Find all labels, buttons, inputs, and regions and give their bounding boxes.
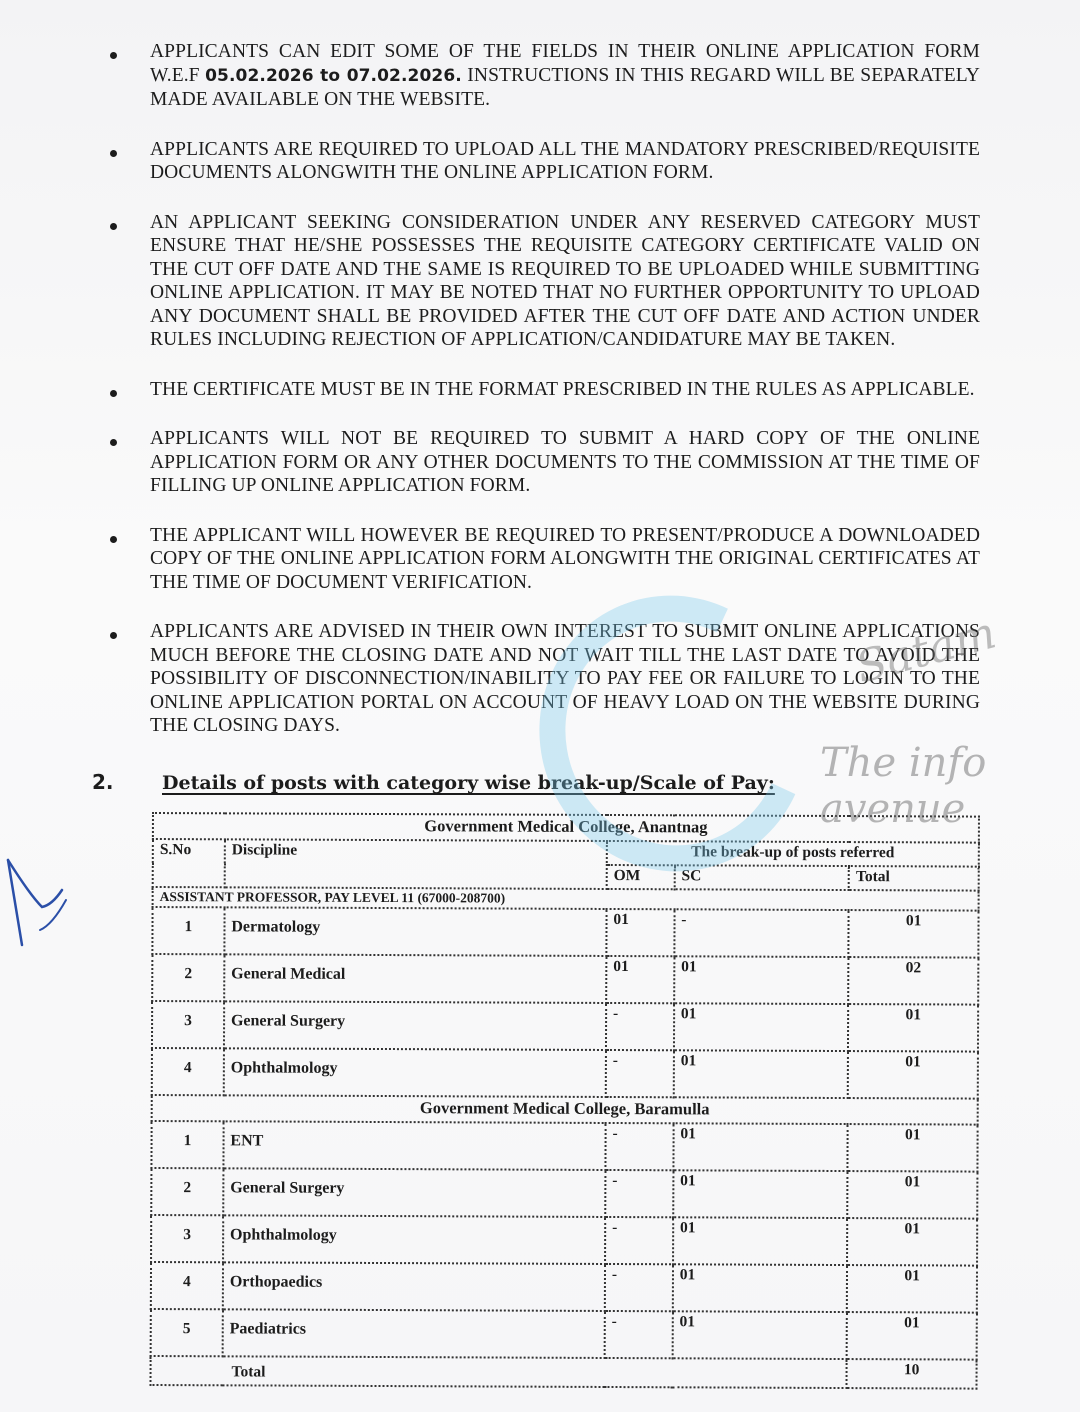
watermark-tagline: The info avenue [820, 740, 987, 832]
table-row: 2 General Surgery - 01 01 [151, 1168, 977, 1219]
bullet-icon [110, 439, 117, 446]
instruction-text: APPLICANTS ARE REQUIRED TO UPLOAD ALL THE MANDATORY PRESCRIBED/REQUISITE DOCUMENTS ALONGWITH THE ONLINE APPLICATION FORM. [150, 138, 980, 183]
college-name: Government Medical College, Anantnag [153, 813, 979, 843]
table-row: 5 Paediatrics - 01 01 [151, 1309, 977, 1360]
table-row: 3 General Surgery - 01 01 [152, 1001, 978, 1052]
table-row: 4 Orthopaedics - 01 01 [151, 1262, 977, 1313]
instruction-text: THE CERTIFICATE MUST BE IN THE FORMAT PRESCRIBED IN THE RULES AS APPLICABLE. [150, 378, 975, 400]
instruction-item [110, 524, 980, 595]
pen-mark-icon [0, 845, 80, 955]
table-row: 1 Dermatology 01 - 01 [152, 907, 978, 958]
instruction-item [110, 211, 980, 352]
table-row: 2 General Medical 01 01 02 [152, 954, 978, 1005]
instruction-text: APPLICANTS WILL NOT BE REQUIRED TO SUBMIT A HARD COPY OF THE ONLINE APPLICATION FORM OR ANY OTHER DOCUMENTS TO THE COMMISSION AT THE TIME OF FILLING UP ONLINE APPLICATION FORM. [150, 428, 980, 496]
bullet-icon [110, 223, 117, 230]
instruction-item [110, 378, 980, 402]
post-title: ASSISTANT PROFESSOR, PAY LEVEL 11 (67000-208700) [153, 887, 979, 911]
bullet-icon [110, 390, 117, 397]
instruction-item [110, 40, 980, 112]
instruction-text: AN APPLICANT SEEKING CONSIDERATION UNDER ANY RESERVED CATEGORY MUST ENSURE THAT HE/SHE POSSESSES THE REQUISITE CATEGORY CERTIFICATE VALID ON THE CUT OFF DATE AND THE SAME IS REQUIRED TO BE UPLOADED WHILE SUBMITTING ONLINE APPLICATION. IT MAY BE NOTED THAT NO FURTHER OPPORTUNITY TO UPLOAD ANY DOCUMENT SHALL BE PROVIDED AFTER THE CUT OFF DATE AND ACTION UNDER RULES INCLUDING REJECTION OF APPLICATION/CANDIDATURE MAY BE TAKEN. [150, 211, 980, 350]
instruction-item [110, 138, 980, 185]
discipline-header: Discipline [225, 839, 607, 889]
instruction-item [110, 427, 980, 498]
bullet-icon [110, 150, 117, 157]
bullet-icon [110, 632, 117, 639]
bullet-icon [110, 536, 117, 543]
breakup-header: The break-up of posts referred [607, 841, 979, 867]
watermark-signature: Satam [850, 607, 1002, 694]
instruction-text: APPLICANTS CAN EDIT SOME OF THE FIELDS IN THEIR ONLINE APPLICATION FORM W.E.F 05.02.2026 to 07.02.2026. INSTRUCTIONS IN THIS REGARD WILL BE SEPARATELY MADE AVAILABLE ON THE WEBSITE. [150, 41, 980, 110]
instruction-text: APPLICANTS ARE ADVISED IN THEIR OWN INTEREST TO SUBMIT ONLINE APPLICATIONS MUCH BEFORE THE CLOSING DATE AND NOT WAIT TILL THE LAST DATE TO AVOID THE POSSIBILITY OF DISCONNECTION/INABILITY TO PAY FEE OR FAILURE TO LOGIN TO THE ONLINE APPLICATION PORTAL ON ACCOUNT OF HEAVY LOAD ON THE WEBSITE DURING THE CLOSING DAYS. [150, 621, 980, 736]
total-row [150, 1356, 976, 1389]
grand-total: 10 [847, 1359, 977, 1389]
posts-table [149, 812, 979, 1390]
sno-header: S.No [153, 839, 225, 887]
section-number: 2. [92, 770, 114, 794]
section-heading [92, 770, 775, 794]
edit-window-dates: 05.02.2026 to 07.02.2026. [205, 65, 462, 86]
table-row: 4 Ophthalmology - 01 01 [152, 1048, 978, 1099]
total-header: Total [849, 866, 979, 891]
college-header-row [153, 813, 979, 843]
table-row: 3 Ophthalmology - 01 01 [151, 1215, 977, 1266]
bullet-icon [110, 52, 117, 59]
college-name: Government Medical College, Baramulla [152, 1095, 978, 1125]
college-header-row [152, 1095, 978, 1125]
instruction-text: THE APPLICANT WILL HOWEVER BE REQUIRED TO PRESENT/PRODUCE A DOWNLOADED COPY OF THE ONLINE APPLICATION FORM ALONGWITH THE ORIGINAL CERTIFICATES AT THE TIME OF DOCUMENT VERIFICATION. [150, 524, 980, 593]
om-header: OM [607, 865, 675, 889]
instructions-list [110, 40, 980, 764]
sc-header: SC [674, 865, 849, 890]
total-label: Total [150, 1356, 846, 1388]
section-title: Details of posts with category wise break-up/Scale of Pay: [162, 772, 775, 794]
table-row: 1 ENT - 01 01 [151, 1121, 977, 1172]
instruction-item [110, 620, 980, 738]
column-header-row [153, 839, 979, 867]
